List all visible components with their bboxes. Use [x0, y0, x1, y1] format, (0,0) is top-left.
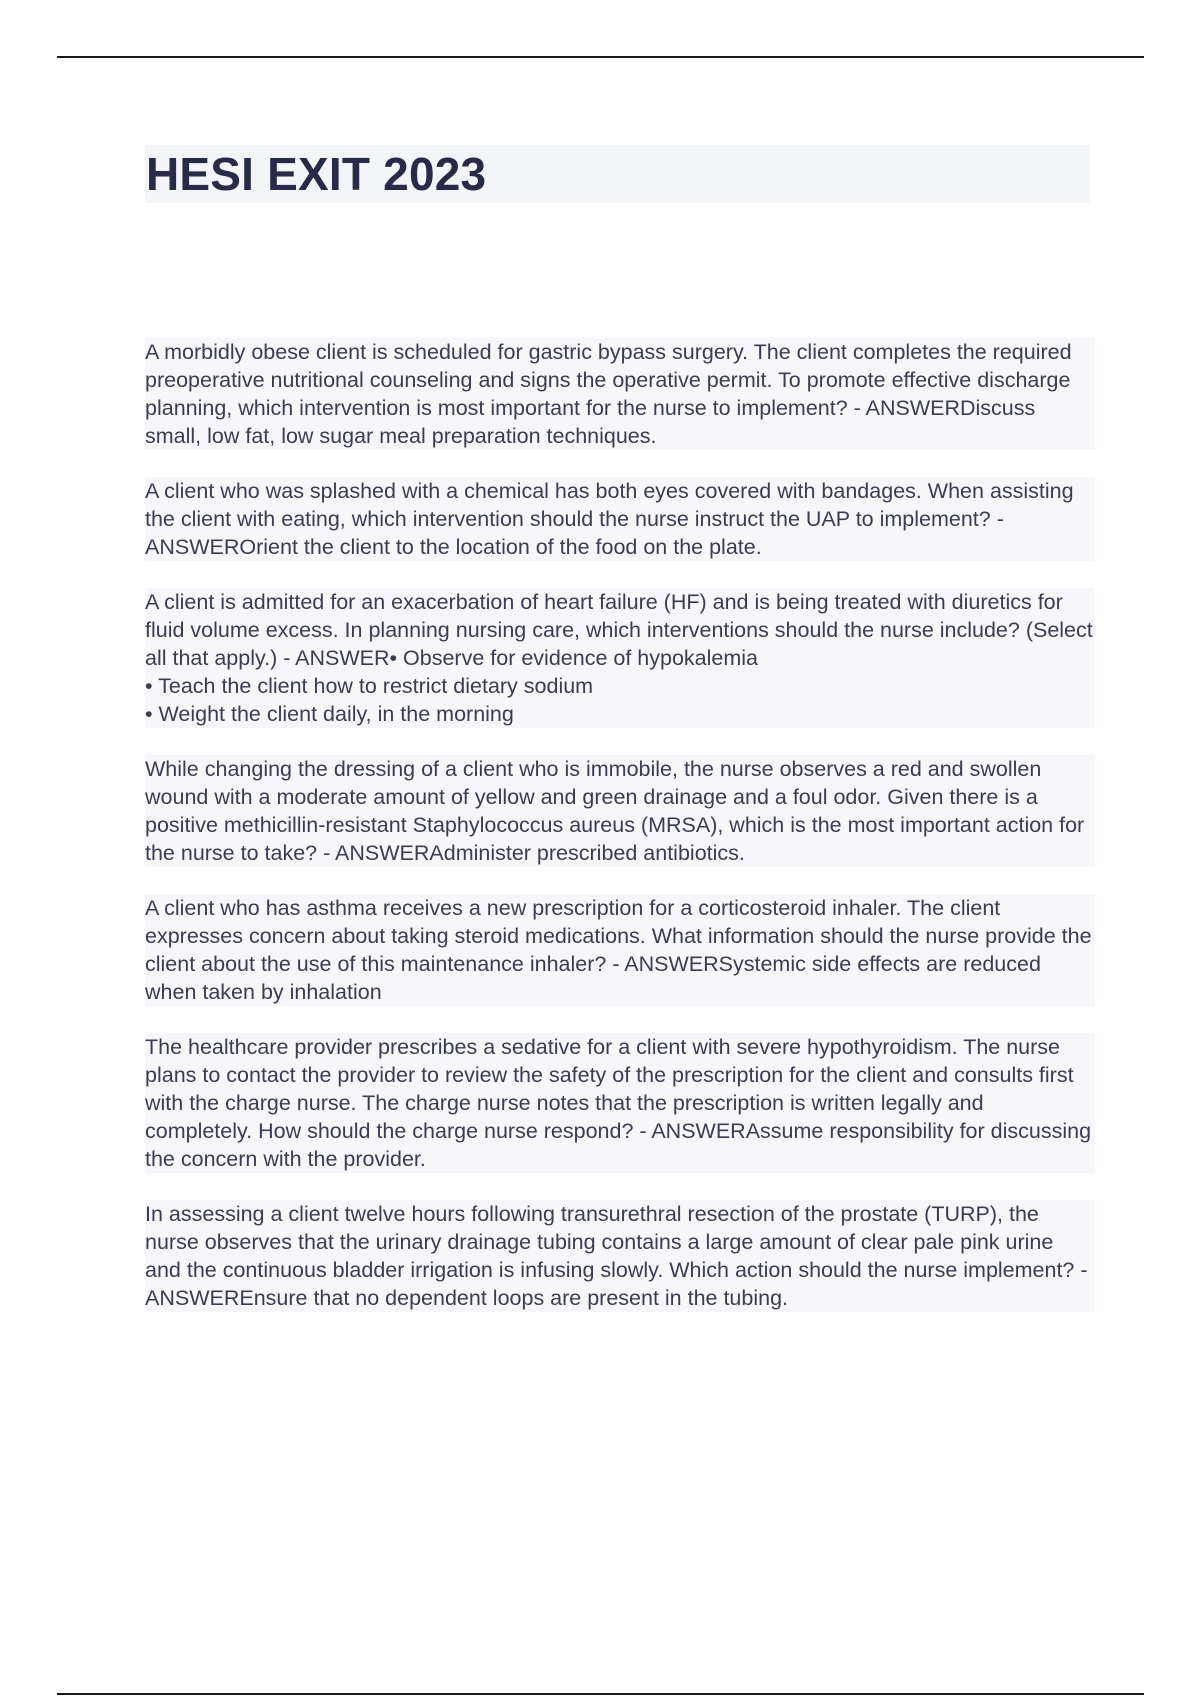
question-answer-4: While changing the dressing of a client who is immobile, the nurse observes a red and swollen wound with a moderate amount of yellow and green drainage and a foul odor. Given there is a positive methicillin-resistant Staphylococcus aureus (MRSA), which is the most important action for the nurse to take? - ANSWERAdminister prescribed antibiotics.	[145, 755, 1095, 867]
question-answer-3: A client is admitted for an exacerbation of heart failure (HF) and is being treated with diuretics for fluid volume excess. In planning nursing care, which interventions should the nurse include? (Select all that apply.) - ANSWER• Observe for evidence of hypokalemia • Teach the client how to restrict dietary sodium • Weight the client daily, in the morning	[145, 588, 1095, 728]
bottom-divider	[57, 1693, 1144, 1695]
question-answer-1: A morbidly obese client is scheduled for gastric bypass surgery. The client completes the required preoperative nutritional counseling and signs the operative permit. To promote effective discharge planning, which intervention is most important for the nurse to implement? - ANSWERDiscuss small, low fat, low sugar meal preparation techniques.	[145, 338, 1095, 450]
question-answer-2: A client who was splashed with a chemical has both eyes covered with bandages. When assisting the client with eating, which intervention should the nurse instruct the UAP to implement? - ANSWEROrient the client to the location of the food on the plate.	[145, 477, 1095, 561]
question-answer-5: A client who has asthma receives a new prescription for a corticosteroid inhaler. The client expresses concern about taking steroid medications. What information should the nurse provide the client about the use of this maintenance inhaler? - ANSWERSystemic side effects are reduced when taken by inhalation	[145, 894, 1095, 1006]
question-list	[145, 338, 1095, 1339]
top-divider	[57, 56, 1144, 58]
question-answer-7: In assessing a client twelve hours following transurethral resection of the prostate (TURP), the nurse observes that the urinary drainage tubing contains a large amount of clear pale pink urine and the continuous bladder irrigation is infusing slowly. Which action should the nurse implement? - ANSWEREnsure that no dependent loops are present in the tubing.	[145, 1200, 1095, 1312]
page-title: HESI EXIT 2023	[146, 148, 487, 200]
question-answer-6: The healthcare provider prescribes a sedative for a client with severe hypothyroidism. The nurse plans to contact the provider to review the safety of the prescription for the client and consults first with the charge nurse. The charge nurse notes that the prescription is written legally and completely. How should the charge nurse respond? - ANSWERAssume responsibility for discussing the concern with the provider.	[145, 1033, 1095, 1173]
